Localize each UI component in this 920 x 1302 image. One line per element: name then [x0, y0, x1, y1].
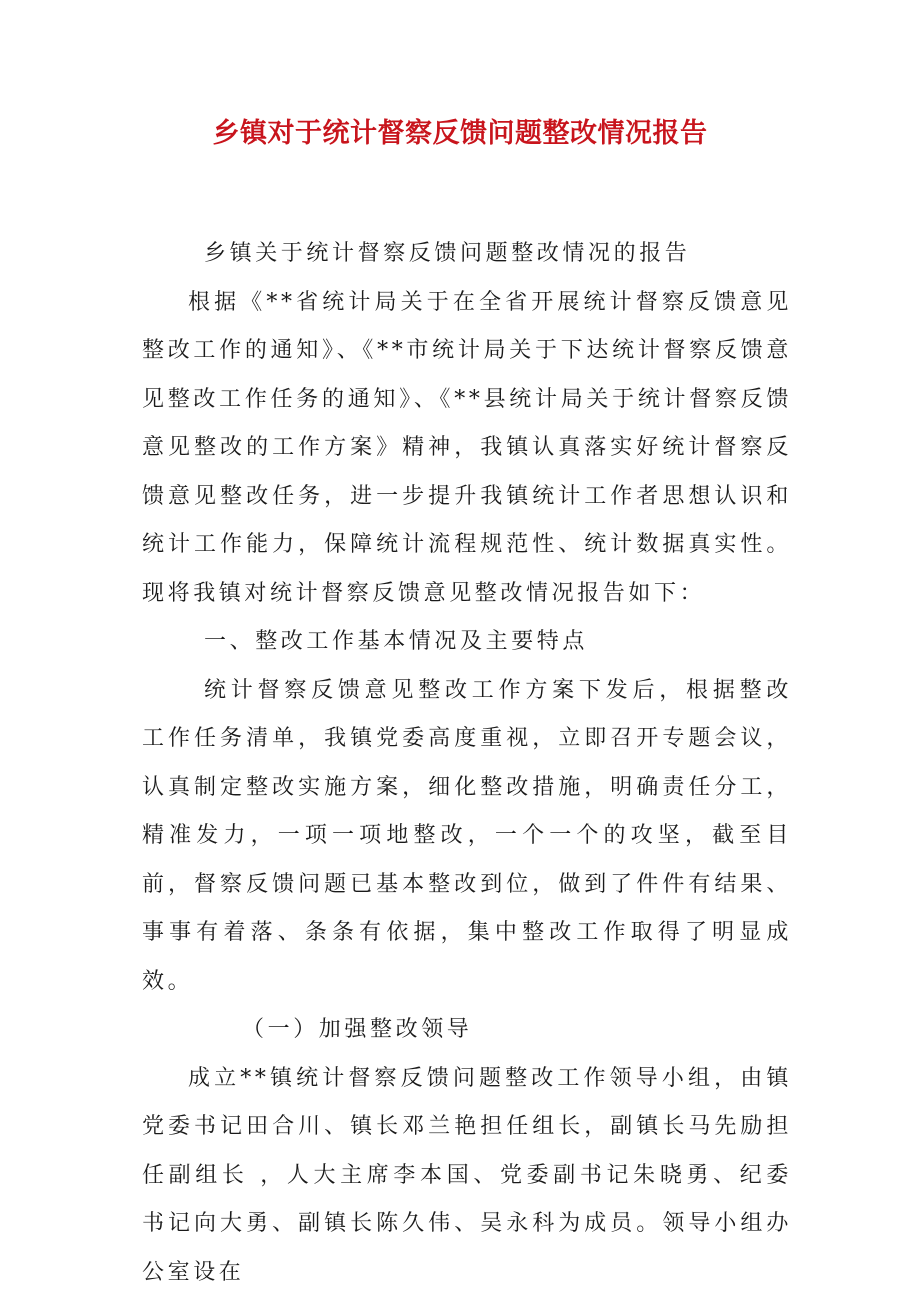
document-body	[142, 230, 792, 1297]
section-paragraph: 统计督察反馈意见整改工作方案下发后，根据整改工作任务清单，我镇党委高度重视，立即召开专题会议，认真制定整改实施方案，细化整改措施，明确责任分工，精准发力，一项一项地整改，一个一个的攻坚，截至目前，督察反馈问题已基本整改到位，做到了件件有结果、事事有着落、条条有依据，集中整改工作取得了明显成效。	[142, 677, 792, 994]
subsection-paragraph: 成立**镇统计督察反馈问题整改工作领导小组，由镇党委书记田合川、镇长邓兰艳担任组长，副镇长马先励担任副组长 ，人大主席李本国、党委副书记朱晓勇、纪委书记向大勇、副镇长陈久伟、吴永科为成员。领导小组办公室设在	[142, 1065, 792, 1285]
document-title: 乡镇对于统计督察反馈问题整改情况报告	[212, 118, 708, 149]
subsection-heading: （一）加强整改领导	[242, 1017, 473, 1042]
intro-paragraph: 根据《**省统计局关于在全省开展统计督察反馈意见整改工作的通知》、《**市统计局关于下达统计督察反馈意见整改工作任务的通知》、《**县统计局关于统计督察反馈意见整改的工作方案》精神，我镇认真落实好统计督察反馈意见整改任务，进一步提升我镇统计工作者思想认识和统计工作能力，保障统计流程规范性、统计数据真实性。现将我镇对统计督察反馈意见整改情况报告如下：	[142, 289, 792, 606]
document-subtitle: 乡镇关于统计督察反馈问题整改情况的报告	[204, 241, 691, 266]
section-heading: 一、整改工作基本情况及主要特点	[204, 629, 589, 654]
